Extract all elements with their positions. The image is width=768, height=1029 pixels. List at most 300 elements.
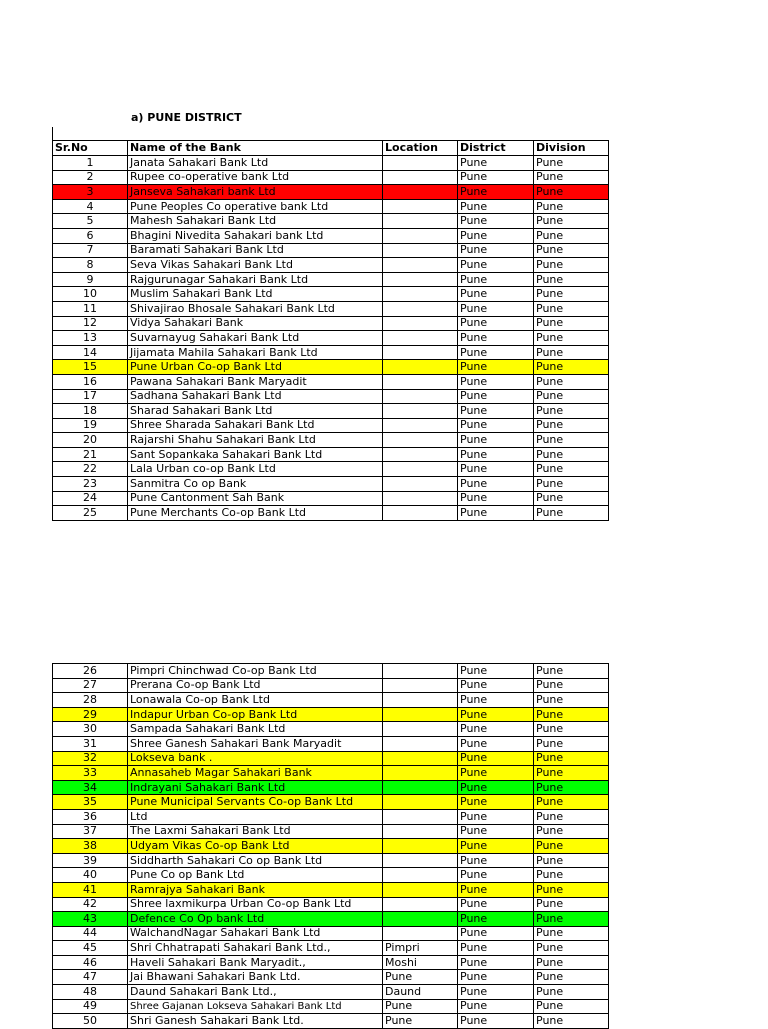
cell-division: Pune	[534, 214, 609, 229]
header-divider	[52, 127, 53, 140]
cell-district: Pune	[458, 795, 534, 810]
cell-sr-no: 37	[53, 824, 128, 839]
cell-location	[383, 462, 458, 477]
cell-district: Pune	[458, 780, 534, 795]
cell-sr-no: 2	[53, 170, 128, 185]
cell-location	[383, 766, 458, 781]
table-row	[53, 228, 609, 243]
cell-division: Pune	[534, 926, 609, 941]
cell-bank-name: Lala Urban co-op Bank Ltd	[128, 462, 383, 477]
table-row	[53, 447, 609, 462]
cell-division: Pune	[534, 228, 609, 243]
cell-district: Pune	[458, 462, 534, 477]
cell-division: Pune	[534, 287, 609, 302]
cell-district: Pune	[458, 985, 534, 1000]
cell-sr-no: 16	[53, 374, 128, 389]
cell-division: Pune	[534, 331, 609, 346]
table-row	[53, 258, 609, 273]
cell-division: Pune	[534, 360, 609, 375]
cell-district: Pune	[458, 243, 534, 258]
cell-bank-name: Lonawala Co-op Bank Ltd	[128, 693, 383, 708]
section-heading: a) PUNE DISTRICT	[131, 111, 242, 124]
cell-sr-no: 43	[53, 912, 128, 927]
cell-sr-no: 11	[53, 301, 128, 316]
table-row	[53, 491, 609, 506]
cell-location: Daund	[383, 985, 458, 1000]
cell-location: Moshi	[383, 955, 458, 970]
cell-location	[383, 722, 458, 737]
cell-location	[383, 693, 458, 708]
cell-division: Pune	[534, 897, 609, 912]
cell-location: Pune	[383, 999, 458, 1014]
cell-location	[383, 433, 458, 448]
cell-location	[383, 214, 458, 229]
cell-district: Pune	[458, 185, 534, 200]
cell-bank-name: Pawana Sahakari Bank Maryadit	[128, 374, 383, 389]
table-row	[53, 1014, 609, 1029]
cell-location	[383, 809, 458, 824]
cell-sr-no: 33	[53, 766, 128, 781]
cell-district: Pune	[458, 736, 534, 751]
table-row	[53, 824, 609, 839]
cell-bank-name: Pune Peoples Co operative bank Ltd	[128, 199, 383, 214]
cell-location	[383, 926, 458, 941]
cell-sr-no: 12	[53, 316, 128, 331]
cell-sr-no: 40	[53, 868, 128, 883]
cell-bank-name: Pimpri Chinchwad Co-op Bank Ltd	[128, 664, 383, 679]
cell-division: Pune	[534, 707, 609, 722]
cell-bank-name: Pune Urban Co-op Bank Ltd	[128, 360, 383, 375]
cell-sr-no: 32	[53, 751, 128, 766]
cell-district: Pune	[458, 228, 534, 243]
cell-bank-name: Haveli Sahakari Bank Maryadit.,	[128, 955, 383, 970]
table-row	[53, 185, 609, 200]
cell-location	[383, 897, 458, 912]
cell-bank-name: Seva Vikas Sahakari Bank Ltd	[128, 258, 383, 273]
cell-bank-name: Suvarnayug Sahakari Bank Ltd	[128, 331, 383, 346]
table-row	[53, 751, 609, 766]
cell-district: Pune	[458, 170, 534, 185]
cell-location	[383, 882, 458, 897]
header-row	[53, 141, 609, 156]
table-row	[53, 214, 609, 229]
cell-bank-name: Sanmitra Co op Bank	[128, 477, 383, 492]
cell-sr-no: 34	[53, 780, 128, 795]
cell-division: Pune	[534, 664, 609, 679]
cell-district: Pune	[458, 1014, 534, 1029]
column-header-sr-no: Sr.No	[53, 141, 128, 156]
table-row	[53, 912, 609, 927]
cell-sr-no: 17	[53, 389, 128, 404]
cell-bank-name: Pune Cantonment Sah Bank	[128, 491, 383, 506]
cell-division: Pune	[534, 404, 609, 419]
cell-district: Pune	[458, 287, 534, 302]
cell-district: Pune	[458, 809, 534, 824]
cell-location: Pimpri	[383, 941, 458, 956]
table-row	[53, 477, 609, 492]
cell-bank-name: Janseva Sahakari bank Ltd	[128, 185, 383, 200]
cell-district: Pune	[458, 316, 534, 331]
cell-bank-name: Prerana Co-op Bank Ltd	[128, 678, 383, 693]
cell-sr-no: 22	[53, 462, 128, 477]
cell-sr-no: 41	[53, 882, 128, 897]
cell-district: Pune	[458, 707, 534, 722]
cell-division: Pune	[534, 185, 609, 200]
cell-sr-no: 9	[53, 272, 128, 287]
cell-division: Pune	[534, 374, 609, 389]
cell-sr-no: 1	[53, 156, 128, 171]
cell-sr-no: 49	[53, 999, 128, 1014]
table-row	[53, 985, 609, 1000]
cell-district: Pune	[458, 678, 534, 693]
cell-division: Pune	[534, 722, 609, 737]
cell-sr-no: 36	[53, 809, 128, 824]
cell-bank-name: Ramrajya Sahakari Bank	[128, 882, 383, 897]
cell-bank-name: Shree Gajanan Lokseva Sahakari Bank Ltd	[128, 999, 383, 1014]
cell-location	[383, 156, 458, 171]
cell-bank-name: Shree laxmikurpa Urban Co-op Bank Ltd	[128, 897, 383, 912]
cell-sr-no: 48	[53, 985, 128, 1000]
cell-location	[383, 185, 458, 200]
table-row	[53, 999, 609, 1014]
table-row	[53, 170, 609, 185]
cell-district: Pune	[458, 272, 534, 287]
cell-division: Pune	[534, 780, 609, 795]
cell-division: Pune	[534, 447, 609, 462]
table-row	[53, 882, 609, 897]
table-row	[53, 272, 609, 287]
cell-bank-name: Pune Municipal Servants Co-op Bank Ltd	[128, 795, 383, 810]
cell-location: Pune	[383, 970, 458, 985]
cell-bank-name: Shree Ganesh Sahakari Bank Maryadit	[128, 736, 383, 751]
cell-bank-name: Indapur Urban Co-op Bank Ltd	[128, 707, 383, 722]
cell-sr-no: 3	[53, 185, 128, 200]
cell-bank-name: Pune Co op Bank Ltd	[128, 868, 383, 883]
cell-location	[383, 360, 458, 375]
table-row	[53, 404, 609, 419]
cell-division: Pune	[534, 766, 609, 781]
cell-location	[383, 170, 458, 185]
cell-district: Pune	[458, 868, 534, 883]
cell-sr-no: 35	[53, 795, 128, 810]
cell-sr-no: 6	[53, 228, 128, 243]
column-header-bank-name: Name of the Bank	[128, 141, 383, 156]
cell-location	[383, 447, 458, 462]
table-row	[53, 433, 609, 448]
cell-division: Pune	[534, 258, 609, 273]
cell-sr-no: 7	[53, 243, 128, 258]
cell-sr-no: 13	[53, 331, 128, 346]
table-row	[53, 693, 609, 708]
cell-bank-name: The Laxmi Sahakari Bank Ltd	[128, 824, 383, 839]
cell-location	[383, 707, 458, 722]
cell-sr-no: 50	[53, 1014, 128, 1029]
cell-bank-name: Rupee co-operative bank Ltd	[128, 170, 383, 185]
cell-location	[383, 912, 458, 927]
cell-sr-no: 47	[53, 970, 128, 985]
cell-district: Pune	[458, 477, 534, 492]
table-row	[53, 955, 609, 970]
cell-district: Pune	[458, 389, 534, 404]
cell-location	[383, 664, 458, 679]
cell-district: Pune	[458, 751, 534, 766]
table-row	[53, 809, 609, 824]
cell-location	[383, 404, 458, 419]
cell-division: Pune	[534, 985, 609, 1000]
table-row	[53, 331, 609, 346]
cell-location	[383, 345, 458, 360]
table-row	[53, 418, 609, 433]
cell-bank-name: Shri Ganesh Sahakari Bank Ltd.	[128, 1014, 383, 1029]
table-row	[53, 897, 609, 912]
cell-sr-no: 27	[53, 678, 128, 693]
cell-bank-name: Muslim Sahakari Bank Ltd	[128, 287, 383, 302]
cell-location	[383, 824, 458, 839]
cell-division: Pune	[534, 868, 609, 883]
banks-table-part-1	[52, 140, 609, 521]
cell-district: Pune	[458, 404, 534, 419]
cell-bank-name: Lokseva bank .	[128, 751, 383, 766]
cell-sr-no: 39	[53, 853, 128, 868]
column-header-district: District	[458, 141, 534, 156]
cell-sr-no: 42	[53, 897, 128, 912]
cell-bank-name: Sharad Sahakari Bank Ltd	[128, 404, 383, 419]
cell-division: Pune	[534, 491, 609, 506]
table-row	[53, 853, 609, 868]
cell-bank-name: Shri Chhatrapati Sahakari Bank Ltd.,	[128, 941, 383, 956]
table-row	[53, 926, 609, 941]
cell-location	[383, 316, 458, 331]
cell-district: Pune	[458, 506, 534, 521]
cell-location	[383, 228, 458, 243]
cell-division: Pune	[534, 301, 609, 316]
table-row	[53, 707, 609, 722]
cell-division: Pune	[534, 678, 609, 693]
cell-division: Pune	[534, 955, 609, 970]
table-row	[53, 722, 609, 737]
cell-division: Pune	[534, 839, 609, 854]
cell-district: Pune	[458, 941, 534, 956]
table-row	[53, 678, 609, 693]
cell-division: Pune	[534, 156, 609, 171]
table-row	[53, 316, 609, 331]
cell-division: Pune	[534, 882, 609, 897]
cell-sr-no: 24	[53, 491, 128, 506]
table-row	[53, 199, 609, 214]
cell-district: Pune	[458, 970, 534, 985]
cell-district: Pune	[458, 360, 534, 375]
cell-location	[383, 199, 458, 214]
cell-sr-no: 19	[53, 418, 128, 433]
cell-division: Pune	[534, 199, 609, 214]
banks-table-part-2	[52, 663, 609, 1029]
cell-division: Pune	[534, 433, 609, 448]
cell-bank-name: Vidya Sahakari Bank	[128, 316, 383, 331]
cell-division: Pune	[534, 418, 609, 433]
cell-sr-no: 5	[53, 214, 128, 229]
cell-sr-no: 31	[53, 736, 128, 751]
cell-district: Pune	[458, 882, 534, 897]
table-row	[53, 970, 609, 985]
cell-sr-no: 30	[53, 722, 128, 737]
cell-sr-no: 23	[53, 477, 128, 492]
cell-district: Pune	[458, 258, 534, 273]
table-row	[53, 389, 609, 404]
cell-division: Pune	[534, 853, 609, 868]
cell-district: Pune	[458, 853, 534, 868]
cell-sr-no: 20	[53, 433, 128, 448]
cell-bank-name: Daund Sahakari Bank Ltd.,	[128, 985, 383, 1000]
cell-division: Pune	[534, 751, 609, 766]
cell-district: Pune	[458, 433, 534, 448]
column-header-division: Division	[534, 141, 609, 156]
cell-division: Pune	[534, 316, 609, 331]
cell-location	[383, 780, 458, 795]
cell-sr-no: 14	[53, 345, 128, 360]
cell-bank-name: Pune Merchants Co-op Bank Ltd	[128, 506, 383, 521]
cell-bank-name: Bhagini Nivedita Sahakari bank Ltd	[128, 228, 383, 243]
cell-location	[383, 374, 458, 389]
cell-division: Pune	[534, 795, 609, 810]
table-row	[53, 795, 609, 810]
cell-bank-name: Baramati Sahakari Bank Ltd	[128, 243, 383, 258]
cell-division: Pune	[534, 970, 609, 985]
table-row	[53, 766, 609, 781]
cell-location	[383, 418, 458, 433]
cell-district: Pune	[458, 897, 534, 912]
column-header-location: Location	[383, 141, 458, 156]
cell-division: Pune	[534, 809, 609, 824]
table-row	[53, 868, 609, 883]
table-row	[53, 360, 609, 375]
cell-location	[383, 331, 458, 346]
cell-sr-no: 28	[53, 693, 128, 708]
cell-district: Pune	[458, 214, 534, 229]
cell-location	[383, 751, 458, 766]
table-row	[53, 664, 609, 679]
cell-division: Pune	[534, 389, 609, 404]
cell-district: Pune	[458, 374, 534, 389]
table-row	[53, 780, 609, 795]
cell-location	[383, 477, 458, 492]
cell-sr-no: 15	[53, 360, 128, 375]
cell-district: Pune	[458, 491, 534, 506]
cell-division: Pune	[534, 912, 609, 927]
cell-bank-name: Rajarshi Shahu Sahakari Bank Ltd	[128, 433, 383, 448]
table-row	[53, 462, 609, 477]
cell-district: Pune	[458, 664, 534, 679]
cell-bank-name: Sampada Sahakari Bank Ltd	[128, 722, 383, 737]
cell-location	[383, 287, 458, 302]
cell-bank-name: Jijamata Mahila Sahakari Bank Ltd	[128, 345, 383, 360]
cell-sr-no: 29	[53, 707, 128, 722]
cell-division: Pune	[534, 693, 609, 708]
cell-sr-no: 26	[53, 664, 128, 679]
table-row	[53, 374, 609, 389]
table-row	[53, 506, 609, 521]
cell-district: Pune	[458, 331, 534, 346]
cell-district: Pune	[458, 912, 534, 927]
cell-district: Pune	[458, 345, 534, 360]
cell-district: Pune	[458, 722, 534, 737]
cell-district: Pune	[458, 418, 534, 433]
cell-bank-name: Indrayani Sahakari Bank Ltd	[128, 780, 383, 795]
cell-district: Pune	[458, 824, 534, 839]
cell-bank-name: Udyam Vikas Co-op Bank Ltd	[128, 839, 383, 854]
cell-division: Pune	[534, 999, 609, 1014]
cell-sr-no: 18	[53, 404, 128, 419]
cell-bank-name: Sant Sopankaka Sahakari Bank Ltd	[128, 447, 383, 462]
cell-division: Pune	[534, 824, 609, 839]
cell-location	[383, 795, 458, 810]
cell-bank-name: Defence Co Op bank Ltd	[128, 912, 383, 927]
cell-district: Pune	[458, 199, 534, 214]
cell-district: Pune	[458, 447, 534, 462]
cell-location	[383, 678, 458, 693]
cell-division: Pune	[534, 736, 609, 751]
cell-location	[383, 258, 458, 273]
cell-bank-name: Shree Sharada Sahakari Bank Ltd	[128, 418, 383, 433]
cell-sr-no: 44	[53, 926, 128, 941]
cell-sr-no: 45	[53, 941, 128, 956]
cell-location: Pune	[383, 1014, 458, 1029]
cell-division: Pune	[534, 272, 609, 287]
cell-bank-name: WalchandNagar Sahakari Bank Ltd	[128, 926, 383, 941]
cell-bank-name: Mahesh Sahakari Bank Ltd	[128, 214, 383, 229]
cell-bank-name: Sadhana Sahakari Bank Ltd	[128, 389, 383, 404]
cell-location	[383, 272, 458, 287]
cell-bank-name: Ltd	[128, 809, 383, 824]
cell-bank-name: Annasaheb Magar Sahakari Bank	[128, 766, 383, 781]
cell-location	[383, 839, 458, 854]
cell-division: Pune	[534, 345, 609, 360]
cell-location	[383, 853, 458, 868]
cell-district: Pune	[458, 926, 534, 941]
cell-location	[383, 243, 458, 258]
table-row	[53, 839, 609, 854]
cell-location	[383, 506, 458, 521]
table-row	[53, 156, 609, 171]
cell-district: Pune	[458, 156, 534, 171]
cell-district: Pune	[458, 301, 534, 316]
table-row	[53, 301, 609, 316]
cell-location	[383, 491, 458, 506]
cell-sr-no: 4	[53, 199, 128, 214]
table-row	[53, 345, 609, 360]
cell-sr-no: 21	[53, 447, 128, 462]
cell-division: Pune	[534, 506, 609, 521]
cell-bank-name: Jai Bhawani Sahakari Bank Ltd.	[128, 970, 383, 985]
cell-location	[383, 301, 458, 316]
cell-sr-no: 8	[53, 258, 128, 273]
table-row	[53, 736, 609, 751]
cell-district: Pune	[458, 955, 534, 970]
table-row	[53, 243, 609, 258]
cell-division: Pune	[534, 243, 609, 258]
cell-bank-name: Janata Sahakari Bank Ltd	[128, 156, 383, 171]
cell-division: Pune	[534, 170, 609, 185]
cell-district: Pune	[458, 999, 534, 1014]
cell-division: Pune	[534, 941, 609, 956]
cell-location	[383, 868, 458, 883]
cell-division: Pune	[534, 462, 609, 477]
cell-location	[383, 389, 458, 404]
cell-sr-no: 10	[53, 287, 128, 302]
cell-location	[383, 736, 458, 751]
cell-sr-no: 25	[53, 506, 128, 521]
cell-district: Pune	[458, 693, 534, 708]
cell-division: Pune	[534, 477, 609, 492]
